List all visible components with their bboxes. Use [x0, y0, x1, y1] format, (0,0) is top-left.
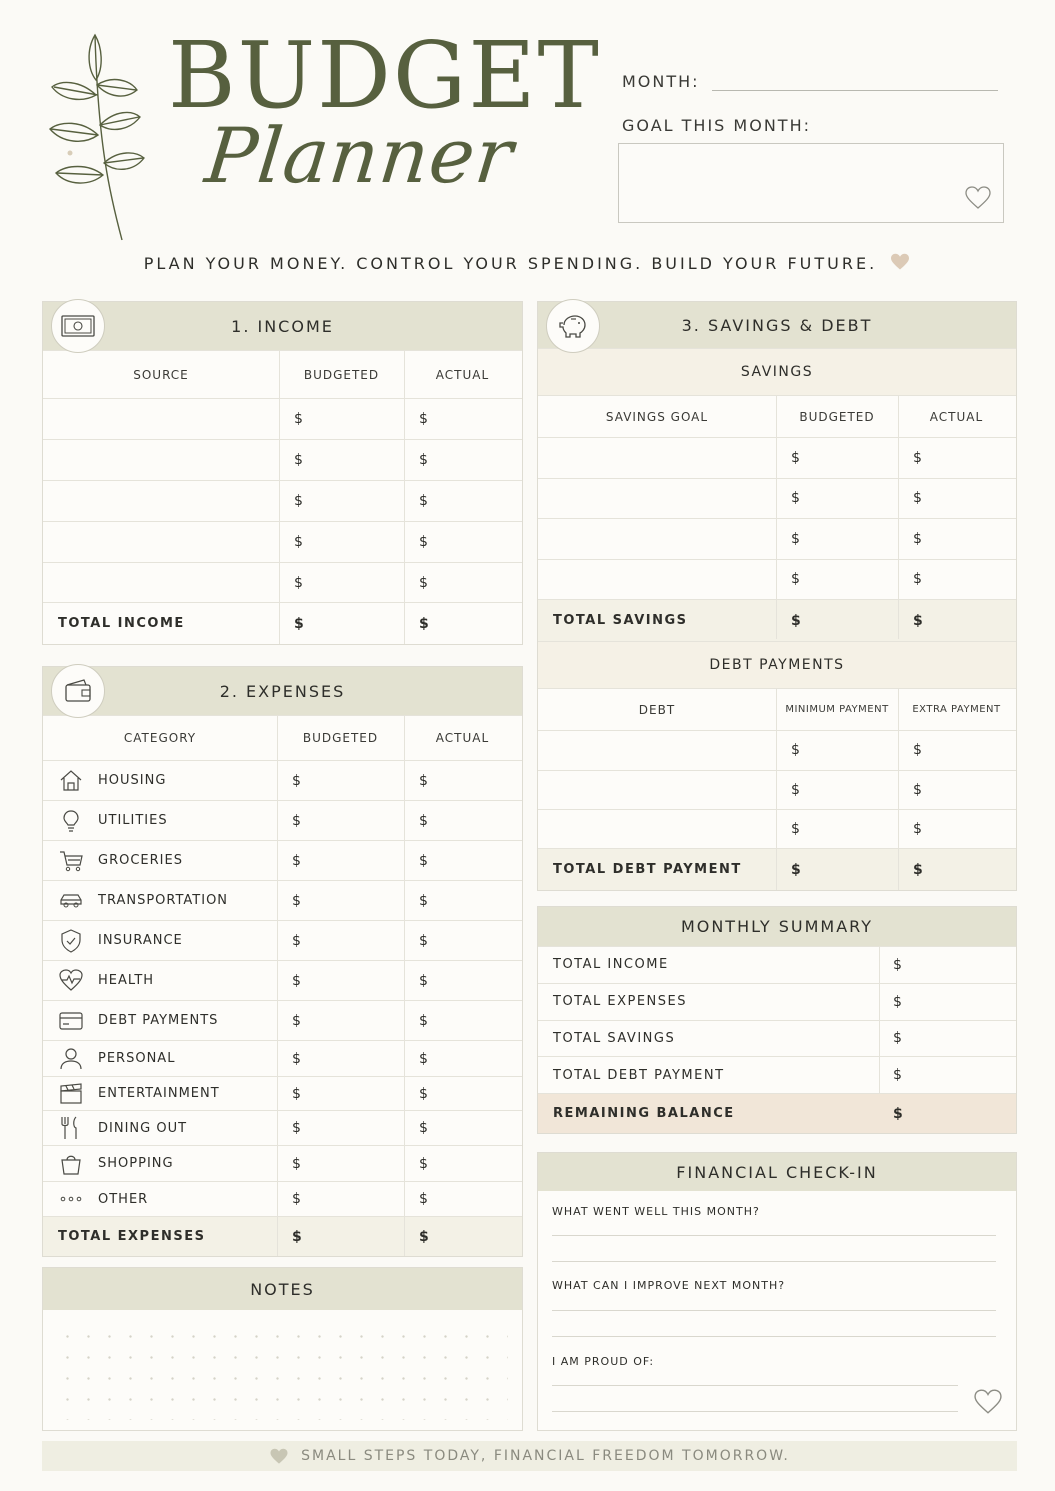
- savings-row: [538, 518, 1016, 559]
- debt-label-cell[interactable]: [538, 771, 776, 810]
- income-label-cell[interactable]: [43, 481, 279, 521]
- total-income-actual[interactable]: $: [419, 615, 429, 632]
- expense-row: [43, 840, 522, 880]
- debt-label-cell[interactable]: [538, 731, 776, 770]
- expense-row: [43, 1110, 522, 1145]
- income-title: 1. INCOME: [43, 302, 522, 350]
- expense-budgeted-cell[interactable]: $: [292, 972, 301, 989]
- piggy-bank-badge: [546, 299, 600, 353]
- summary-row: [538, 1056, 1016, 1093]
- expense-actual-cell[interactable]: $: [419, 972, 428, 989]
- total-savings-actual[interactable]: $: [913, 612, 923, 629]
- total-expenses-budgeted[interactable]: $: [292, 1228, 302, 1245]
- income-actual-cell[interactable]: $: [419, 452, 428, 468]
- expense-row: [43, 800, 522, 840]
- clapperboard-icon: [58, 1081, 92, 1107]
- wallet-icon: [64, 679, 92, 703]
- heart-pulse-icon: [58, 968, 92, 994]
- col-savings-goal: SAVINGS GOAL: [605, 409, 709, 424]
- expense-budgeted-cell[interactable]: $: [292, 1085, 301, 1102]
- col-source: SOURCE: [133, 367, 189, 382]
- goal-label: GOAL THIS MONTH:: [622, 116, 811, 135]
- expense-actual-cell[interactable]: $: [419, 772, 428, 789]
- debt-actual-cell[interactable]: $: [913, 742, 922, 759]
- expense-label-cell[interactable]: [43, 881, 277, 920]
- shopping-bag-icon: [58, 1151, 92, 1177]
- income-actual-cell[interactable]: $: [419, 575, 428, 591]
- notes-panel[interactable]: [42, 1267, 523, 1431]
- person-icon: [58, 1046, 92, 1072]
- heart-icon: [889, 253, 911, 271]
- expense-label-cell[interactable]: [43, 1041, 277, 1076]
- fork-knife-icon: [58, 1115, 92, 1141]
- summary-value[interactable]: $: [893, 1030, 902, 1047]
- debt-subheader: [538, 641, 1016, 688]
- expense-budgeted-cell[interactable]: $: [292, 932, 301, 949]
- expense-actual-cell[interactable]: $: [419, 1085, 428, 1102]
- expense-label-cell[interactable]: [43, 841, 277, 880]
- notes-title: NOTES: [43, 1268, 522, 1310]
- leaf-branch-illustration: [40, 25, 155, 245]
- summary-value[interactable]: $: [893, 1067, 902, 1084]
- expense-label-cell[interactable]: [43, 1111, 277, 1145]
- title-planner: Planner: [201, 111, 518, 200]
- savings-actual-cell[interactable]: $: [913, 571, 922, 588]
- income-row: [43, 521, 522, 562]
- expense-budgeted-cell[interactable]: $: [292, 1012, 301, 1029]
- expense-label-cell[interactable]: [43, 1001, 277, 1040]
- category-label: PERSONAL: [98, 1051, 176, 1066]
- expense-row: [43, 1076, 522, 1110]
- summary-row: [538, 946, 1016, 983]
- debt-budgeted-cell[interactable]: $: [791, 821, 800, 838]
- expense-row: [43, 1000, 522, 1040]
- expense-row: [43, 960, 522, 1000]
- income-budgeted-cell[interactable]: $: [294, 575, 303, 591]
- total-income-label: TOTAL INCOME: [58, 616, 185, 631]
- answer-line[interactable]: [552, 1336, 996, 1337]
- income-label-cell[interactable]: [43, 440, 279, 480]
- title-budget: BUDGET: [168, 22, 601, 129]
- piggy-bank-icon: [558, 313, 588, 339]
- savings-title: SAVINGS: [740, 364, 814, 380]
- expense-label-cell[interactable]: [43, 801, 277, 840]
- debt-row: [538, 770, 1016, 810]
- tagline: PLAN YOUR MONEY. CONTROL YOUR SPENDING. BUILD YOUR FUTURE.: [0, 253, 1055, 273]
- expense-label-cell[interactable]: [43, 1146, 277, 1181]
- expense-label-cell[interactable]: [43, 1077, 277, 1110]
- expense-actual-cell[interactable]: $: [419, 932, 428, 949]
- category-label: HEALTH: [98, 973, 155, 988]
- answer-line[interactable]: [552, 1385, 958, 1386]
- income-row: [43, 398, 522, 439]
- total-savings-budgeted[interactable]: $: [791, 612, 801, 629]
- summary-label: TOTAL INCOME: [553, 957, 669, 973]
- expense-label-cell[interactable]: [43, 921, 277, 960]
- category-label: UTILITIES: [98, 813, 168, 828]
- category-label: TRANSPORTATION: [98, 893, 229, 908]
- expense-label-cell[interactable]: [43, 761, 277, 800]
- expense-row: [43, 1145, 522, 1181]
- summary-title: MONTHLY SUMMARY: [538, 907, 1016, 946]
- income-row: [43, 480, 522, 521]
- summary-value[interactable]: $: [893, 993, 902, 1010]
- savings-budgeted-cell[interactable]: $: [791, 449, 800, 466]
- answer-line[interactable]: [552, 1310, 996, 1311]
- col-actual: ACTUAL: [929, 409, 984, 424]
- income-actual-cell[interactable]: $: [419, 493, 428, 509]
- category-label: HOUSING: [98, 773, 167, 788]
- expense-row: [43, 920, 522, 960]
- savings-budgeted-cell[interactable]: $: [791, 530, 800, 547]
- heart-icon: [965, 186, 991, 210]
- notes-dot-grid: [57, 1326, 508, 1420]
- savings-subheader: [538, 348, 1016, 395]
- income-actual-cell[interactable]: $: [419, 411, 428, 427]
- expenses-column-headers: [43, 715, 522, 760]
- summary-row: [538, 983, 1016, 1020]
- savings-actual-cell[interactable]: $: [913, 490, 922, 507]
- checkin-question-3: I AM PROUD OF:: [552, 1355, 655, 1368]
- expense-actual-cell[interactable]: $: [419, 1012, 428, 1029]
- category-label: OTHER: [98, 1191, 149, 1207]
- total-income-budgeted[interactable]: $: [294, 615, 304, 632]
- savings-total-row: [538, 599, 1016, 641]
- total-debt-label: TOTAL DEBT PAYMENT: [553, 862, 742, 877]
- expense-budgeted-cell[interactable]: $: [292, 772, 301, 789]
- expense-budgeted-cell[interactable]: $: [292, 1191, 301, 1207]
- expense-row: [43, 880, 522, 920]
- debt-label-cell[interactable]: [538, 810, 776, 849]
- expense-actual-cell[interactable]: $: [419, 1050, 428, 1067]
- expense-row: [43, 1040, 522, 1076]
- cash-icon: [61, 315, 95, 337]
- income-label-cell[interactable]: [43, 563, 279, 603]
- savings-row: [538, 437, 1016, 478]
- savings-label-cell[interactable]: [538, 479, 776, 519]
- income-budgeted-cell[interactable]: $: [294, 534, 303, 550]
- savings-actual-cell[interactable]: $: [913, 530, 922, 547]
- savings-budgeted-cell[interactable]: $: [791, 571, 800, 588]
- expense-budgeted-cell[interactable]: $: [292, 1120, 301, 1136]
- col-actual: ACTUAL: [435, 731, 490, 745]
- dots-icon: [58, 1186, 92, 1212]
- goal-input-box[interactable]: [618, 143, 1004, 223]
- debt-row: [538, 809, 1016, 849]
- cash-badge: [51, 299, 105, 353]
- wallet-badge: [51, 664, 105, 718]
- house-icon: [58, 768, 92, 794]
- checkin-title: FINANCIAL CHECK-IN: [538, 1153, 1016, 1191]
- debt-title: DEBT PAYMENTS: [709, 657, 845, 673]
- footer-text: SMALL STEPS TODAY, FINANCIAL FREEDOM TOMORROW.: [301, 1448, 790, 1464]
- col-budgeted: BUDGETED: [799, 409, 875, 424]
- expense-label-cell[interactable]: [43, 1182, 277, 1216]
- expense-label-cell[interactable]: [43, 961, 277, 1000]
- income-row: [43, 562, 522, 603]
- financial-checkin-panel: [537, 1152, 1017, 1431]
- checkin-question-1: WHAT WENT WELL THIS MONTH?: [552, 1205, 760, 1218]
- savings-column-headers: [538, 395, 1016, 437]
- heart-icon: [269, 1448, 289, 1465]
- total-savings-label: TOTAL SAVINGS: [553, 613, 688, 628]
- category-label: SHOPPING: [98, 1156, 174, 1171]
- expense-actual-cell[interactable]: $: [419, 1155, 428, 1172]
- expense-budgeted-cell[interactable]: $: [292, 812, 301, 829]
- savings-actual-cell[interactable]: $: [913, 449, 922, 466]
- expense-budgeted-cell[interactable]: $: [292, 892, 301, 909]
- shield-icon: [58, 928, 92, 954]
- total-debt-minimum[interactable]: $: [791, 861, 801, 878]
- col-minimum-payment: MINIMUM PAYMENT: [785, 704, 889, 715]
- expense-row: [43, 760, 522, 800]
- expense-actual-cell[interactable]: $: [419, 1191, 428, 1207]
- heart-icon: [974, 1389, 1002, 1415]
- income-budgeted-cell[interactable]: $: [294, 411, 303, 427]
- answer-line[interactable]: [552, 1261, 996, 1262]
- savings-budgeted-cell[interactable]: $: [791, 490, 800, 507]
- total-expenses-label: TOTAL EXPENSES: [58, 1229, 206, 1244]
- income-panel: [42, 301, 523, 645]
- category-label: ENTERTAINMENT: [98, 1086, 220, 1101]
- remaining-balance-label: REMAINING BALANCE: [553, 1106, 735, 1121]
- total-expenses-actual[interactable]: $: [419, 1228, 429, 1245]
- income-total-row: [43, 602, 522, 644]
- expense-budgeted-cell[interactable]: $: [292, 1155, 301, 1172]
- debt-actual-cell[interactable]: $: [913, 821, 922, 838]
- expense-row: [43, 1181, 522, 1216]
- debt-row: [538, 730, 1016, 770]
- col-category: CATEGORY: [123, 731, 197, 745]
- cart-icon: [58, 848, 92, 874]
- expense-actual-cell[interactable]: $: [419, 1120, 428, 1136]
- category-label: DINING OUT: [98, 1120, 188, 1136]
- remaining-balance-row: [538, 1093, 1016, 1133]
- income-column-headers: [43, 350, 522, 398]
- total-debt-extra[interactable]: $: [913, 861, 923, 878]
- savings-label-cell[interactable]: [538, 519, 776, 559]
- savings-debt-title: 3. SAVINGS & DEBT: [538, 302, 1016, 348]
- summary-label: TOTAL EXPENSES: [553, 994, 687, 1010]
- category-label: DEBT PAYMENTS: [98, 1013, 219, 1028]
- expense-actual-cell[interactable]: $: [419, 892, 428, 909]
- remaining-balance-value[interactable]: $: [893, 1105, 903, 1122]
- credit-card-icon: [58, 1008, 92, 1034]
- savings-label-cell[interactable]: [538, 560, 776, 600]
- debt-budgeted-cell[interactable]: $: [791, 742, 800, 759]
- savings-row: [538, 478, 1016, 519]
- income-actual-cell[interactable]: $: [419, 534, 428, 550]
- expense-budgeted-cell[interactable]: $: [292, 852, 301, 869]
- footer-banner: [42, 1441, 1017, 1471]
- col-budgeted: BUDGETED: [302, 731, 379, 745]
- col-actual: ACTUAL: [435, 367, 490, 382]
- debt-total-row: [538, 848, 1016, 890]
- car-icon: [58, 888, 92, 914]
- col-budgeted: BUDGETED: [303, 367, 380, 382]
- expenses-total-row: [43, 1216, 522, 1256]
- month-label: MONTH:: [622, 72, 700, 91]
- summary-label: TOTAL SAVINGS: [553, 1030, 676, 1046]
- savings-row: [538, 559, 1016, 600]
- expense-actual-cell[interactable]: $: [419, 852, 428, 869]
- monthly-summary-panel: [537, 906, 1017, 1134]
- answer-line[interactable]: [552, 1235, 996, 1236]
- debt-budgeted-cell[interactable]: $: [791, 781, 800, 798]
- answer-line[interactable]: [552, 1411, 958, 1412]
- lightbulb-icon: [58, 808, 92, 834]
- income-label-cell[interactable]: [43, 522, 279, 562]
- summary-value[interactable]: $: [893, 956, 902, 973]
- income-budgeted-cell[interactable]: $: [294, 493, 303, 509]
- savings-label-cell[interactable]: [538, 438, 776, 478]
- month-input-line[interactable]: [712, 90, 998, 91]
- expenses-panel: [42, 666, 523, 1257]
- category-label: GROCERIES: [98, 853, 183, 868]
- expense-budgeted-cell[interactable]: $: [292, 1050, 301, 1067]
- category-label: INSURANCE: [98, 933, 183, 948]
- expenses-title: 2. EXPENSES: [43, 667, 522, 715]
- summary-row: [538, 1020, 1016, 1057]
- col-extra-payment: EXTRA PAYMENT: [912, 704, 1001, 715]
- debt-actual-cell[interactable]: $: [913, 781, 922, 798]
- savings-debt-panel: [537, 301, 1017, 891]
- summary-label: TOTAL DEBT PAYMENT: [553, 1067, 725, 1083]
- income-budgeted-cell[interactable]: $: [294, 452, 303, 468]
- debt-column-headers: [538, 688, 1016, 730]
- checkin-question-2: WHAT CAN I IMPROVE NEXT MONTH?: [552, 1279, 786, 1292]
- col-debt: DEBT: [638, 702, 676, 717]
- income-row: [43, 439, 522, 480]
- expense-actual-cell[interactable]: $: [419, 812, 428, 829]
- income-label-cell[interactable]: [43, 399, 279, 439]
